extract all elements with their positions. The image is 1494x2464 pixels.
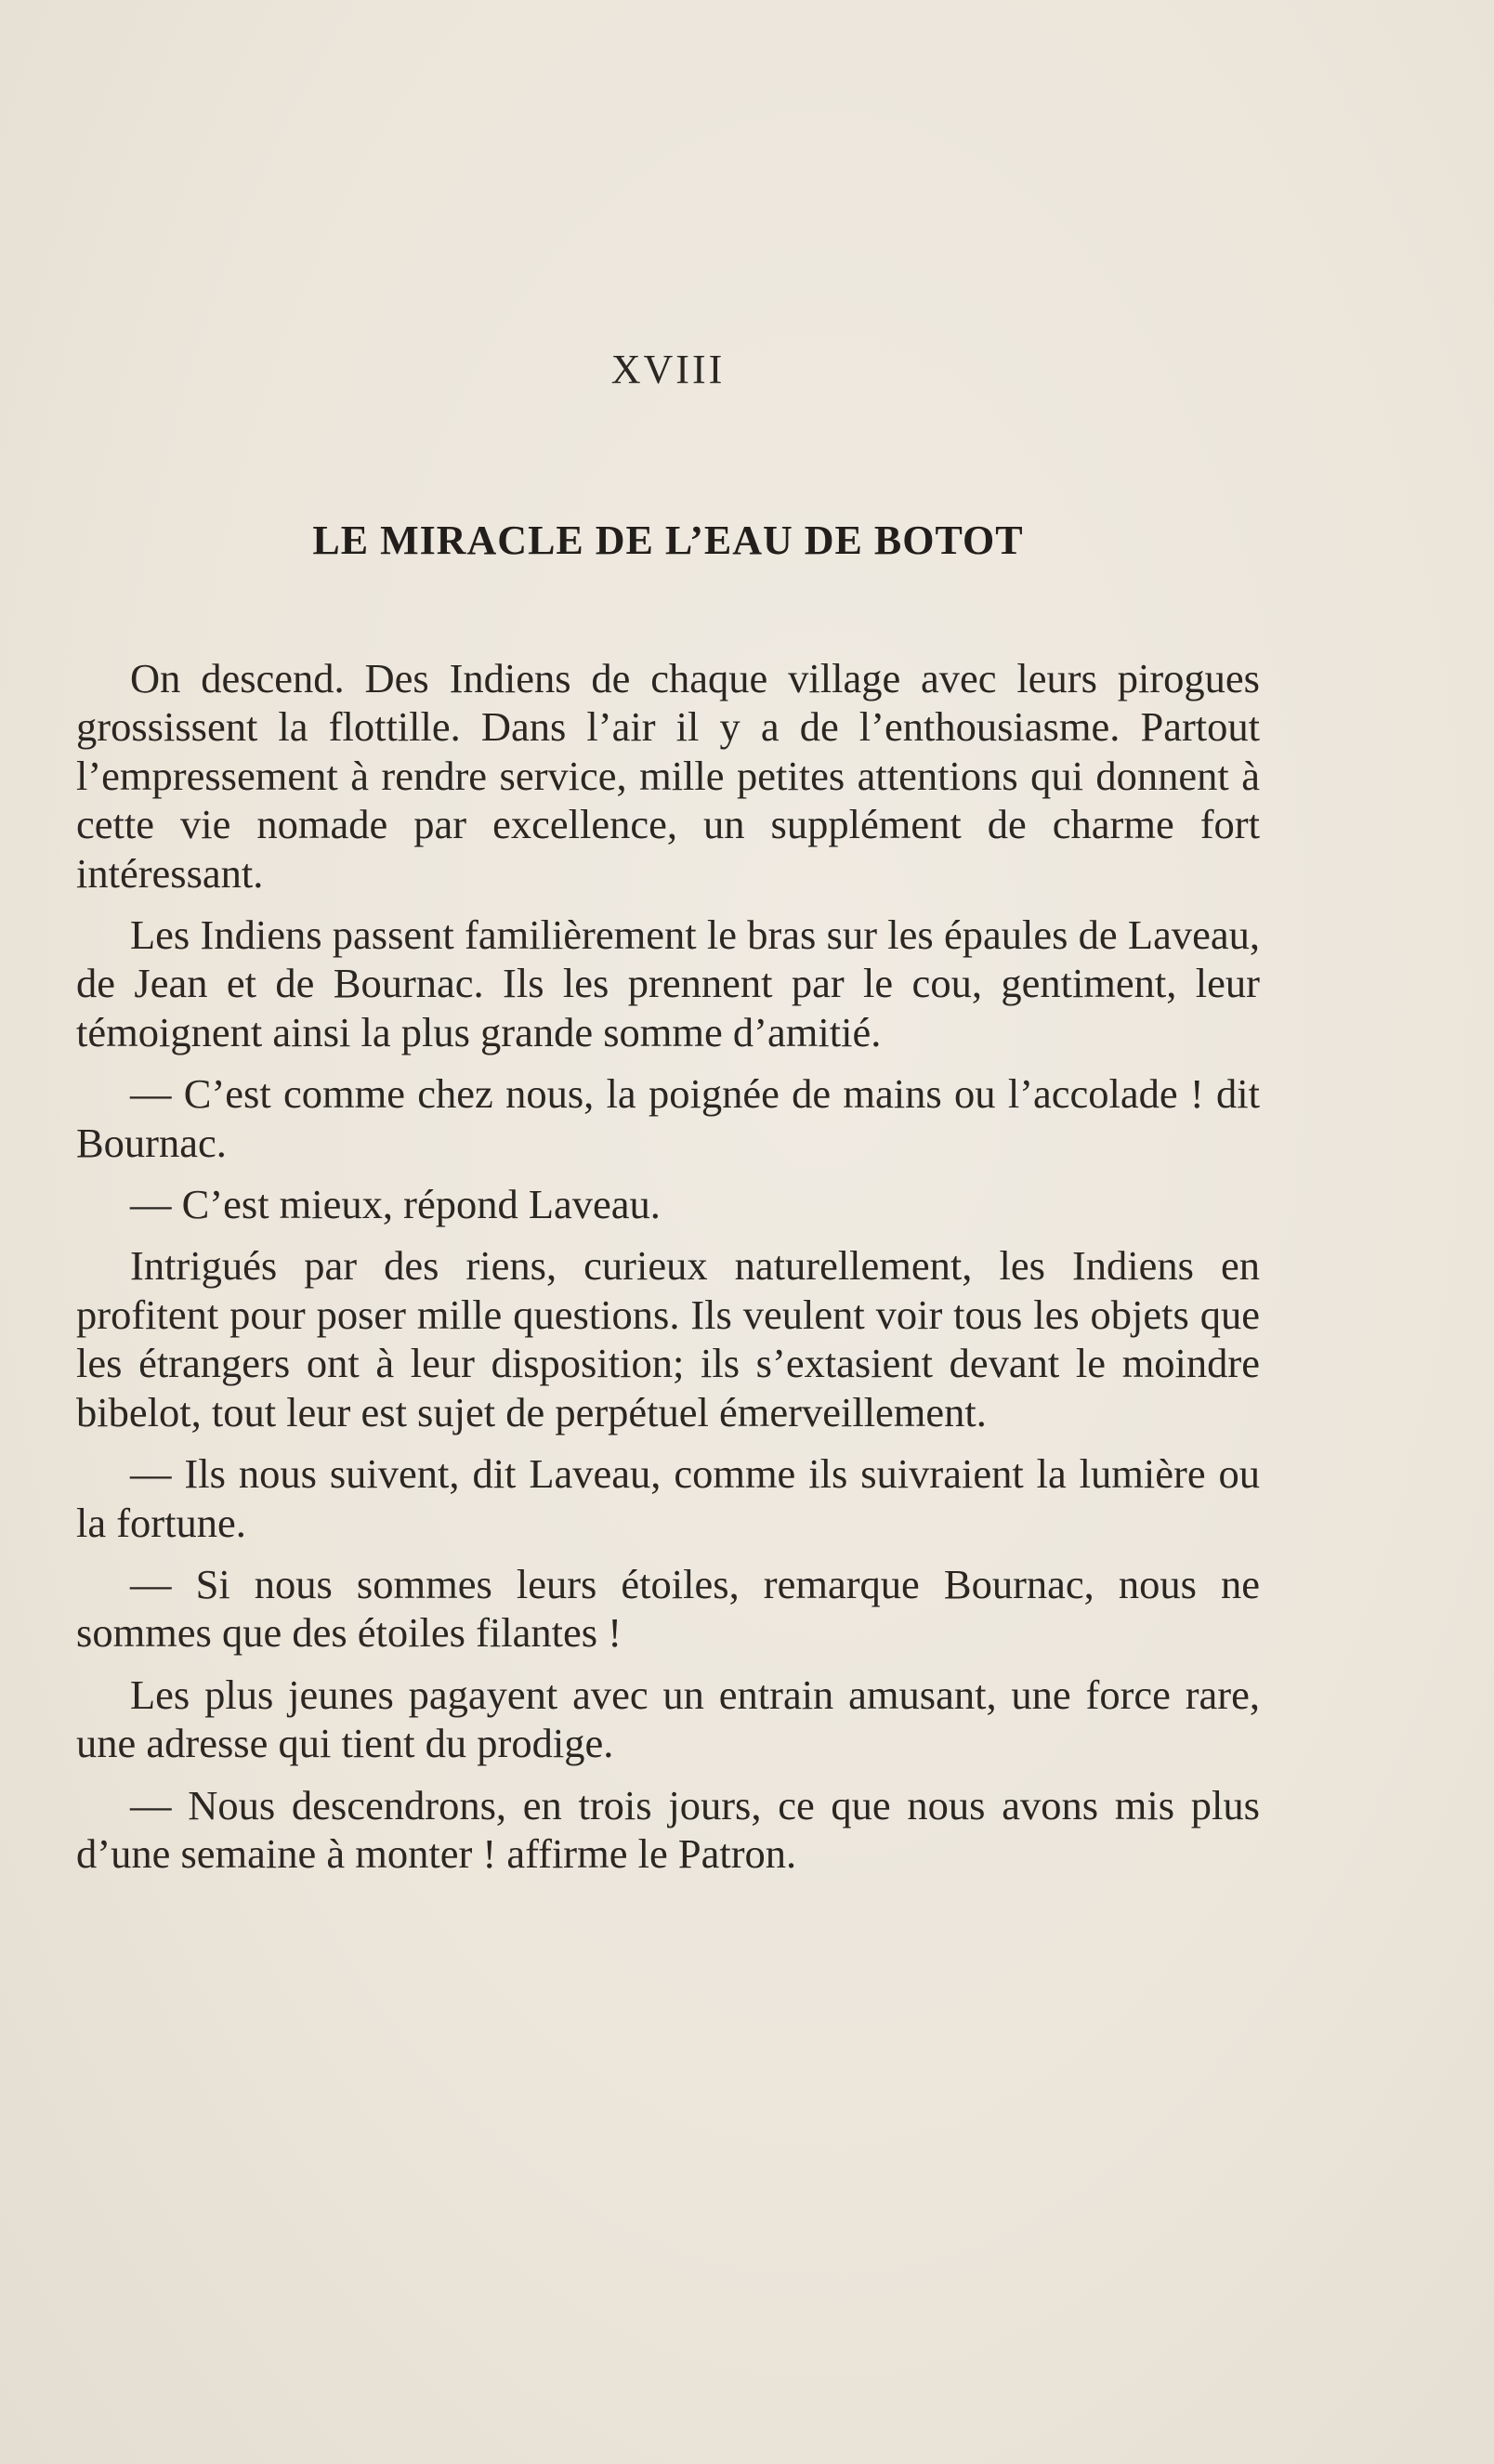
- dialogue-line: — Si nous sommes leurs étoiles, remarque Bournac, nous ne sommes que des étoiles filantes !: [76, 1560, 1260, 1657]
- chapter-number: XVIII: [610, 347, 726, 392]
- chapter-title: LE MIRACLE DE L’EAU DE BOTOT: [312, 518, 1024, 563]
- paragraph: Les Indiens passent familièrement le bras sur les épaules de Laveau, de Jean et de Bournac. Ils les prennent par le cou, gentiment, leur témoignent ainsi la plus grande somme d’amitié.: [76, 911, 1260, 1055]
- chapter-body: [76, 654, 1260, 1878]
- paragraph: On descend. Des Indiens de chaque village avec leurs pirogues grossissent la flottille. Dans l’air il y a de l’enthousiasme. Partout l’empressement à rendre service, mille petites attentions qui donnent à cette vie nomade par excellence, un supplément de charme fort intéressant.: [76, 655, 1260, 897]
- paragraph: Intrigués par des riens, curieux naturellement, les Indiens en profitent pour poser mille questions. Ils veulent voir tous les objets que les étrangers ont à leur disposition; ils s’extasient devant le moindre bibelot, tout leur est sujet de perpétuel émerveillement.: [76, 1242, 1260, 1435]
- dialogue-line: — C’est mieux, répond Laveau.: [130, 1181, 661, 1228]
- paragraph: Les plus jeunes pagayent avec un entrain amusant, une force rare, une adresse qui tient du prodige.: [76, 1671, 1260, 1767]
- dialogue-line: — Nous descendrons, en trois jours, ce que nous avons mis plus d’une semaine à monter ! affirme le Patron.: [76, 1781, 1260, 1877]
- dialogue-line: — C’est comme chez nous, la poignée de mains ou l’accolade ! dit Bournac.: [76, 1070, 1260, 1166]
- dialogue-line: — Ils nous suivent, dit Laveau, comme ils suivraient la lumière ou la fortune.: [76, 1450, 1260, 1546]
